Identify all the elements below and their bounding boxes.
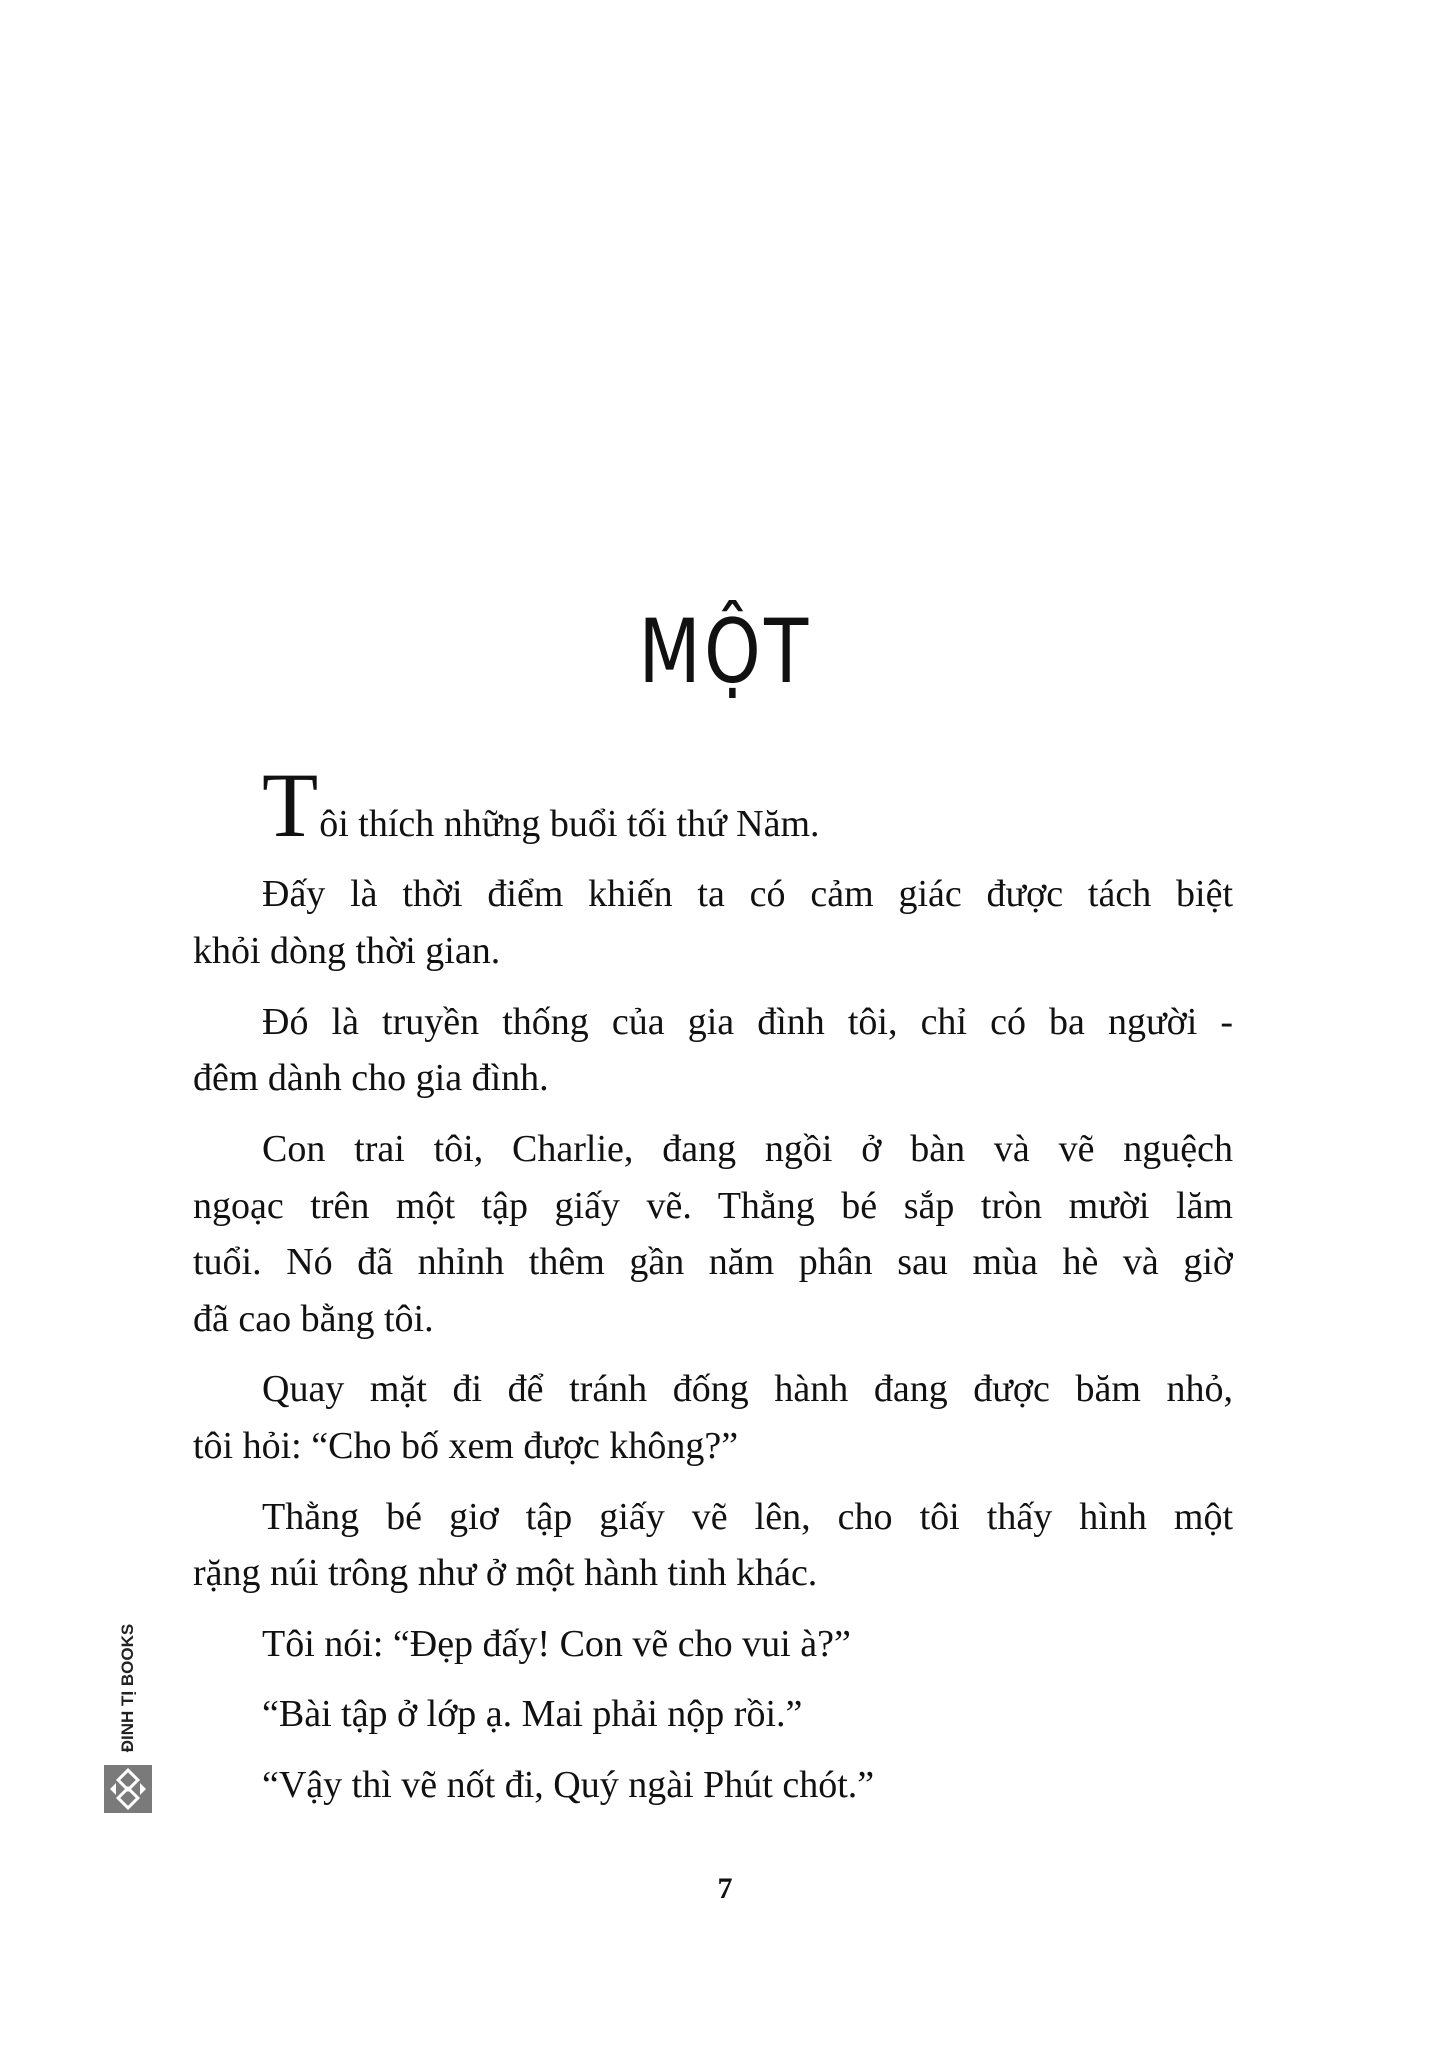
chapter-title: MỘT bbox=[638, 600, 812, 703]
paragraph bbox=[193, 994, 1233, 1107]
line-text: Đó là truyền thống của gia đình tôi, chỉ có ba người - bbox=[262, 1000, 1233, 1043]
drop-cap: T bbox=[262, 754, 319, 856]
line-text: tôi hỏi: “Cho bố xem được không?” bbox=[193, 1425, 739, 1468]
text-line bbox=[193, 1686, 1233, 1743]
publisher-name: ĐINH TỊ BOOKS bbox=[118, 1623, 137, 1753]
text-line bbox=[193, 1489, 1233, 1546]
line-text: rặng núi trông như ở một hành tinh khác. bbox=[193, 1552, 818, 1595]
text-line bbox=[193, 754, 1233, 856]
line-text: khỏi dòng thời gian. bbox=[193, 930, 501, 973]
text-line bbox=[193, 1121, 1233, 1178]
paragraph bbox=[193, 1686, 1233, 1743]
chapter-body bbox=[193, 754, 1233, 1827]
paragraph bbox=[193, 1757, 1233, 1814]
text-line bbox=[193, 1545, 1233, 1602]
paragraph bbox=[193, 1121, 1233, 1348]
paragraph bbox=[193, 754, 1233, 856]
line-text: Đấy là thời điểm khiến ta có cảm giác được tách biệt bbox=[262, 873, 1233, 916]
line-text: Thằng bé giơ tập giấy vẽ lên, cho tôi thấy hình một bbox=[262, 1495, 1233, 1538]
paragraph bbox=[193, 1616, 1233, 1673]
text-line bbox=[193, 923, 1233, 980]
line-text: tuổi. Nó đã nhỉnh thêm gần năm phân sau mùa hè và giờ bbox=[193, 1241, 1233, 1284]
text-line bbox=[193, 1291, 1233, 1348]
text-line bbox=[193, 1178, 1233, 1235]
text-line bbox=[193, 866, 1233, 923]
paragraph bbox=[193, 866, 1233, 979]
line-text: ngoạc trên một tập giấy vẽ. Thằng bé sắp tròn mười lăm bbox=[193, 1184, 1233, 1227]
line-text: Con trai tôi, Charlie, đang ngồi ở bàn và vẽ nguệch bbox=[262, 1127, 1233, 1170]
text-line bbox=[193, 1050, 1233, 1107]
line-text: Tôi nói: “Đẹp đấy! Con vẽ cho vui à?” bbox=[262, 1622, 851, 1665]
line-text: Quay mặt đi để tránh đống hành đang được băm nhỏ, bbox=[262, 1368, 1233, 1411]
line-text: “Vậy thì vẽ nốt đi, Quý ngài Phút chót.” bbox=[262, 1763, 875, 1806]
paragraph bbox=[193, 1489, 1233, 1602]
line-text: “Bài tập ở lớp ạ. Mai phải nộp rồi.” bbox=[262, 1693, 803, 1736]
line-text: ôi thích những buổi tối thứ Năm. bbox=[319, 803, 820, 845]
text-line bbox=[193, 1418, 1233, 1475]
text-line bbox=[193, 1757, 1233, 1814]
page-number: 7 bbox=[717, 1872, 733, 1905]
publisher-imprint bbox=[104, 1618, 152, 1758]
publisher-logo-icon bbox=[104, 1765, 152, 1813]
text-line bbox=[193, 1616, 1233, 1673]
text-line bbox=[193, 1234, 1233, 1291]
line-text: đã cao bằng tôi. bbox=[193, 1297, 434, 1340]
paragraph bbox=[193, 1361, 1233, 1474]
line-text: đêm dành cho gia đình. bbox=[193, 1057, 549, 1100]
text-line bbox=[193, 994, 1233, 1051]
text-line bbox=[193, 1361, 1233, 1418]
